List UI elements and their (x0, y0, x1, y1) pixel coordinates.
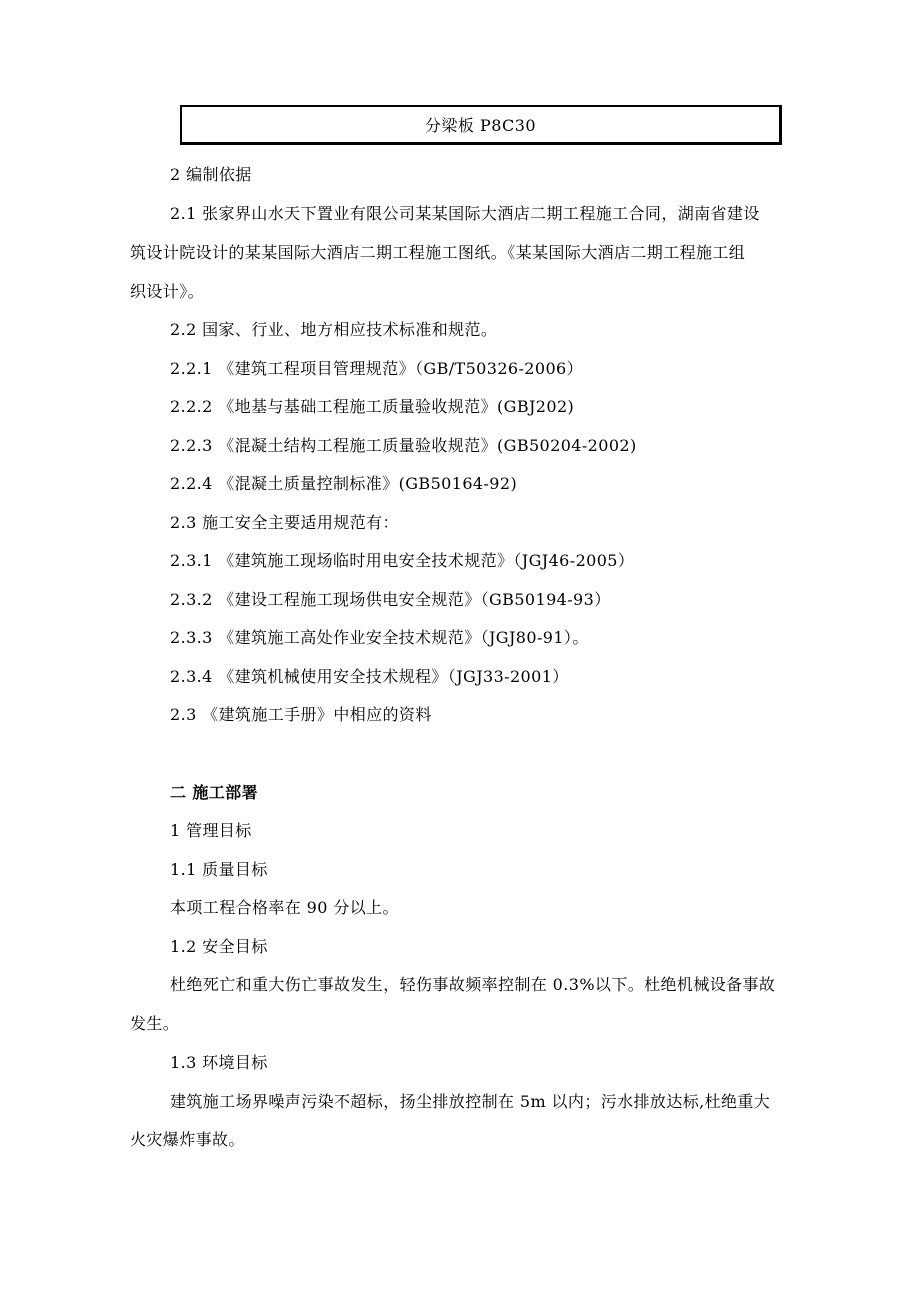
subsection-heading: 1.2 安全目标 (170, 937, 268, 956)
list-item: 2.3.1 《建筑施工现场临时用电安全技术规范》（JGJ46-2005） (170, 551, 635, 570)
spec-table-cell: 分梁板 P8C30 (424, 116, 537, 135)
subsection-heading: 1.1 质量目标 (170, 860, 268, 879)
list-item: 2.3.4 《建筑机械使用安全技术规程》（JGJ33-2001） (170, 667, 569, 686)
paragraph-line: 火灾爆炸事故。 (130, 1130, 245, 1149)
list-item: 2.2.4 《混凝土质量控制标准》(GB50164-92) (170, 474, 518, 493)
part-heading: 二 施工部署 (170, 783, 258, 802)
paragraph-line: 杜绝死亡和重大伤亡事故发生，轻伤事故频率控制在 0.3%以下。杜绝机械设备事故 (170, 975, 776, 994)
list-item: 2.3 施工安全主要适用规范有： (170, 513, 399, 532)
paragraph-line: 本项工程合格率在 90 分以上。 (170, 898, 399, 917)
list-item: 2.3.3 《建筑施工高处作业安全技术规范》（JGJ80-91）。 (170, 628, 589, 647)
list-item: 2.2.1 《建筑工程项目管理规范》（GB/T50326-2006） (170, 359, 584, 378)
list-item: 2.3 《建筑施工手册》中相应的资料 (170, 705, 432, 724)
list-item: 2.2 国家、行业、地方相应技术标准和规范。 (170, 320, 498, 339)
list-item: 2.2.3 《混凝土结构工程施工质量验收规范》(GB50204-2002) (170, 436, 637, 455)
spec-table (180, 105, 782, 145)
list-item: 2.2.2 《地基与基础工程施工质量验收规范》(GBJ202) (170, 397, 575, 416)
subsection-heading: 1.3 环境目标 (170, 1053, 268, 1072)
section-heading: 1 管理目标 (170, 821, 252, 840)
paragraph-line: 筑设计院设计的某某国际大酒店二期工程施工图纸。《某某国际大酒店二期工程施工组 (130, 243, 746, 262)
paragraph-line: 织设计》。 (130, 282, 205, 301)
paragraph-line: 2.1 张家界山水天下置业有限公司某某国际大酒店二期工程施工合同，湖南省建设 (170, 204, 760, 223)
paragraph-line: 建筑施工场界噪声污染不超标，扬尘排放控制在 5m 以内；污水排放达标,杜绝重大 (170, 1092, 771, 1111)
paragraph-line: 发生。 (130, 1014, 180, 1033)
section-heading: 2 编制依据 (170, 165, 252, 184)
list-item: 2.3.2 《建设工程施工现场供电安全规范》（GB50194-93） (170, 590, 611, 609)
